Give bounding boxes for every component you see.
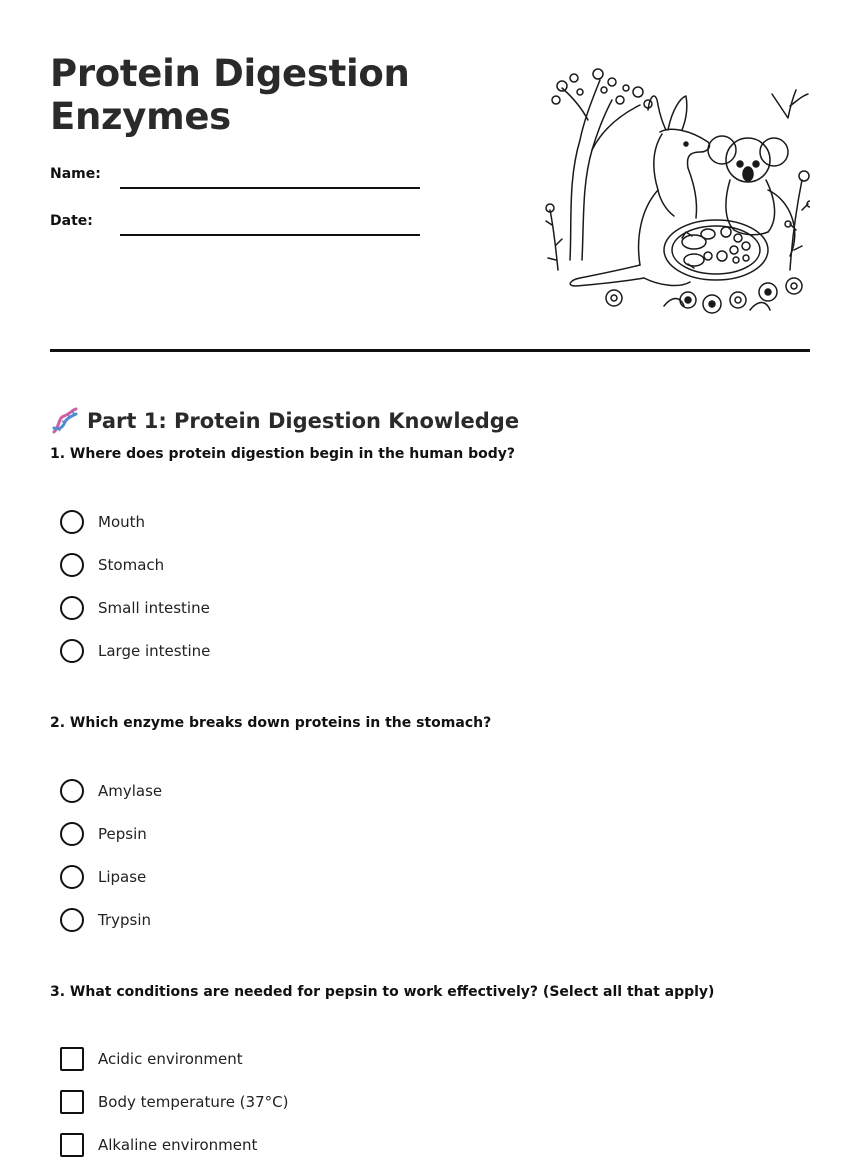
checkbox[interactable]	[60, 1133, 84, 1157]
q1-option-small-intestine[interactable]	[60, 595, 210, 621]
q3-option-alkaline[interactable]	[60, 1132, 257, 1158]
radio-button[interactable]	[60, 822, 84, 846]
q1-option-large-intestine[interactable]	[60, 638, 210, 664]
question-3: 3. What conditions are needed for pepsin to work effectively? (Select all that apply)	[50, 984, 715, 1000]
option-label: Amylase	[98, 782, 163, 800]
radio-button[interactable]	[60, 908, 84, 932]
title-line-2: Enzymes	[50, 95, 231, 138]
q1-option-stomach[interactable]	[60, 552, 164, 578]
q2-option-pepsin[interactable]	[60, 821, 147, 847]
question-2: 2. Which enzyme breaks down proteins in the stomach?	[50, 715, 492, 731]
option-label: Large intestine	[98, 642, 211, 660]
q3-option-body-temperature[interactable]	[60, 1089, 288, 1115]
date-label: Date:	[50, 213, 93, 229]
dna-icon	[50, 406, 80, 436]
section-title-part-1	[50, 405, 519, 437]
q2-option-lipase[interactable]	[60, 864, 146, 890]
header-divider	[50, 349, 810, 352]
q1-option-mouth[interactable]	[60, 509, 145, 535]
option-label: Stomach	[98, 556, 165, 574]
name-field[interactable]	[50, 160, 420, 190]
title-line-1: Protein Digestion	[50, 52, 410, 95]
radio-button[interactable]	[60, 510, 84, 534]
checkbox[interactable]	[60, 1047, 84, 1071]
radio-button[interactable]	[60, 596, 84, 620]
checkbox[interactable]	[60, 1090, 84, 1114]
q2-option-trypsin[interactable]	[60, 907, 151, 933]
q3-option-acidic[interactable]	[60, 1046, 243, 1072]
date-input-line[interactable]	[120, 234, 420, 236]
option-label: Acidic environment	[98, 1050, 243, 1068]
name-input-line[interactable]	[120, 187, 420, 189]
section-title-text: Part 1: Protein Digestion Knowledge	[87, 409, 520, 434]
option-label: Trypsin	[98, 911, 152, 929]
option-label: Lipase	[98, 868, 147, 886]
radio-button[interactable]	[60, 639, 84, 663]
option-label: Small intestine	[98, 599, 210, 617]
option-label: Mouth	[98, 513, 146, 531]
worksheet-page	[50, 0, 810, 1161]
radio-button[interactable]	[60, 779, 84, 803]
question-1: 1. Where does protein digestion begin in the human body?	[50, 446, 516, 462]
q2-option-amylase[interactable]	[60, 778, 162, 804]
option-label: Alkaline environment	[98, 1136, 258, 1154]
option-label: Pepsin	[98, 825, 147, 843]
page-title	[50, 52, 490, 138]
radio-button[interactable]	[60, 865, 84, 889]
kangaroo-koala-illustration	[540, 60, 810, 325]
radio-button[interactable]	[60, 553, 84, 577]
name-label: Name:	[50, 166, 101, 182]
date-field[interactable]	[50, 207, 420, 237]
option-label: Body temperature (37°C)	[98, 1093, 289, 1111]
